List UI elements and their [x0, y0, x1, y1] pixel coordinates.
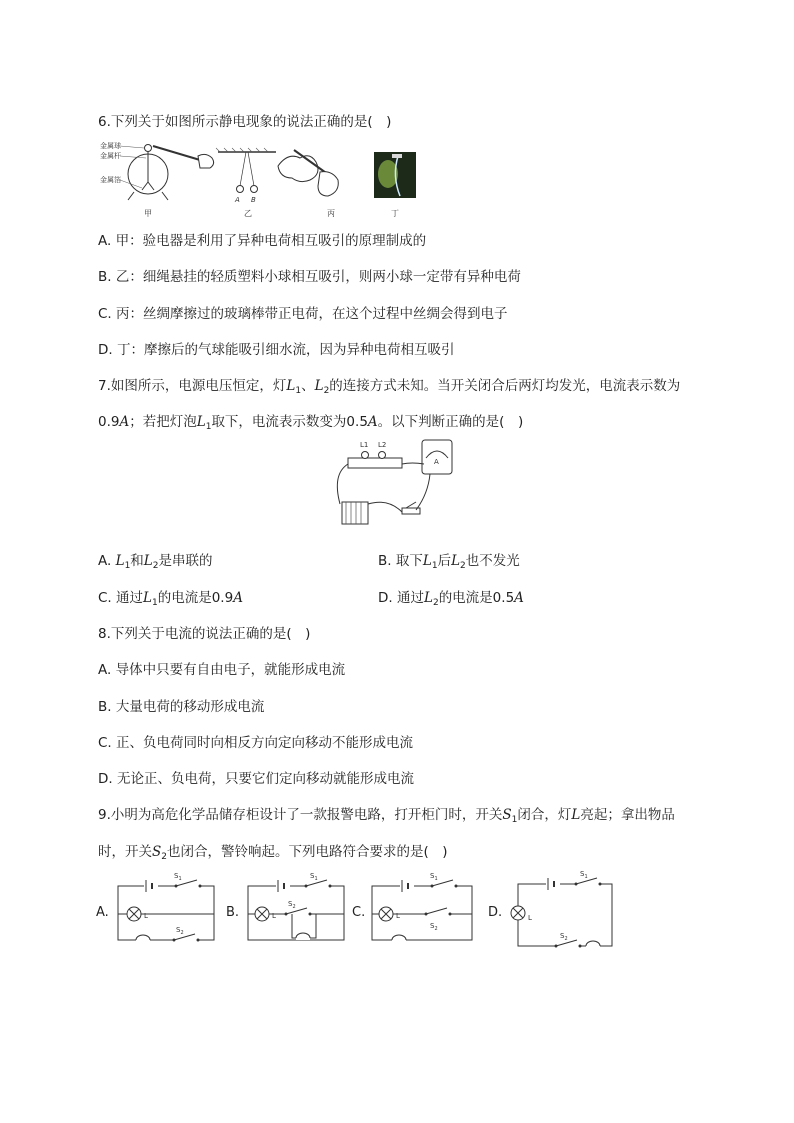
circuit-c-letter: C.: [352, 905, 366, 920]
circuit-c: [352, 872, 472, 944]
label-ball: 金属球: [100, 142, 121, 150]
q6-stem: 6.下列关于如图所示静电现象的说法正确的是( ): [98, 114, 392, 130]
circuit-b: [226, 872, 344, 940]
caption-ding: 丁: [391, 209, 399, 218]
q8-option-a: A. 导体中只要有自由电子，就能形成电流: [98, 662, 346, 678]
circuit-c-lamp-label: L: [396, 912, 400, 920]
lamp-board: [348, 458, 402, 468]
q6-figure: [98, 142, 438, 222]
q6-option-d: D. 丁：摩擦后的气球能吸引细水流，因为异种电荷相互吸引: [98, 342, 455, 358]
q7-stem-line2: 0.9A；若把灯泡$L_1$取下，电流表示数变为0.5A。以下判断正确的是( ): [98, 414, 524, 432]
q6-option-b: B. 乙：细绳悬挂的轻质塑料小球相互吸引，则两小球一定带有异种电荷: [98, 269, 521, 285]
circuit-a-s1: $S_1$: [174, 872, 182, 882]
label-ammeter: A: [434, 458, 439, 466]
q6-option-a: A. 甲：验电器是利用了异种电荷相互吸引的原理制成的: [98, 233, 427, 249]
circuit-b-s2: $S_2$: [288, 900, 296, 910]
q7-stem-line1: 7.如图所示，电源电压恒定，灯$L_1$、$L_2$的连接方式未知。当开关闭合后两灯均发光，电流表示数为: [98, 378, 681, 396]
label-foil: 金属箔: [100, 176, 121, 184]
circuit-d-s1: $S_1$: [580, 870, 588, 880]
hanging-balls-figure: [216, 148, 276, 218]
circuit-c-bell: [392, 935, 406, 940]
circuit-b-lamp-label: L: [272, 912, 276, 920]
q9-circuit-options: [96, 872, 616, 952]
caption-yi: 乙: [244, 209, 252, 218]
circuit-c-s2: $S_2$: [430, 922, 438, 932]
circuit-a: [96, 872, 214, 944]
circuit-d-lamp-label: L: [528, 914, 532, 922]
rubbing-rod-figure: [278, 150, 338, 218]
circuit-d: [488, 870, 612, 950]
q6-option-c: C. 丙：丝绸摩擦过的玻璃棒带正电荷，在这个过程中丝绸会得到电子: [98, 306, 508, 322]
q8-option-d: D. 无论正、负电荷，只要它们定向移动就能形成电流: [98, 771, 414, 787]
q7-option-b: B. 取下$L_1$后$L_2$也不发光: [378, 553, 520, 571]
q8-stem: 8.下列关于电流的说法正确的是( ): [98, 626, 311, 642]
lamp-l2: [379, 452, 386, 459]
circuit-c-s1: $S_1$: [430, 872, 438, 882]
electroscope-figure: [100, 141, 214, 218]
label-ball-a: A: [235, 196, 240, 204]
circuit-a-letter: A.: [96, 905, 109, 920]
q9-stem-line2: 时，开关$S_2$也闭合，警铃响起。下列电路符合要求的是( ): [98, 844, 448, 862]
q7-option-c: C. 通过$L_1$的电流是0.9A: [98, 590, 243, 608]
caption-jia: 甲: [144, 209, 152, 218]
circuit-a-bell: [136, 935, 150, 940]
circuit-b-letter: B.: [226, 905, 240, 920]
label-rod: 金属杆: [100, 152, 121, 160]
q7-option-a: A. $L_1$和$L_2$是串联的: [98, 553, 213, 571]
circuit-d-s2: $S_2$: [560, 932, 568, 942]
circuit-d-letter: D.: [488, 905, 503, 920]
q8-option-b: B. 大量电荷的移动形成电流: [98, 699, 265, 715]
q7-option-d: D. 通过$L_2$的电流是0.5A: [378, 590, 524, 608]
label-l2: L2: [378, 441, 387, 449]
label-ball-b: B: [251, 196, 256, 204]
q9-stem-line1: 9.小明为高危化学品储存柜设计了一款报警电路，打开柜门时，开关$S_1$闭合，灯L亮起；拿出物品: [98, 807, 675, 825]
q7-circuit-figure: [330, 438, 470, 528]
circuit-a-lamp-label: L: [144, 912, 148, 920]
balloon-water-photo: [374, 152, 416, 218]
circuit-a-s2: $S_2$: [176, 926, 184, 936]
lamp-l1: [362, 452, 369, 459]
caption-bing: 丙: [327, 209, 335, 218]
label-l1: L1: [360, 441, 369, 449]
circuit-b-s1: $S_1$: [310, 872, 318, 882]
q8-option-c: C. 正、负电荷同时向相反方向定向移动不能形成电流: [98, 735, 414, 751]
